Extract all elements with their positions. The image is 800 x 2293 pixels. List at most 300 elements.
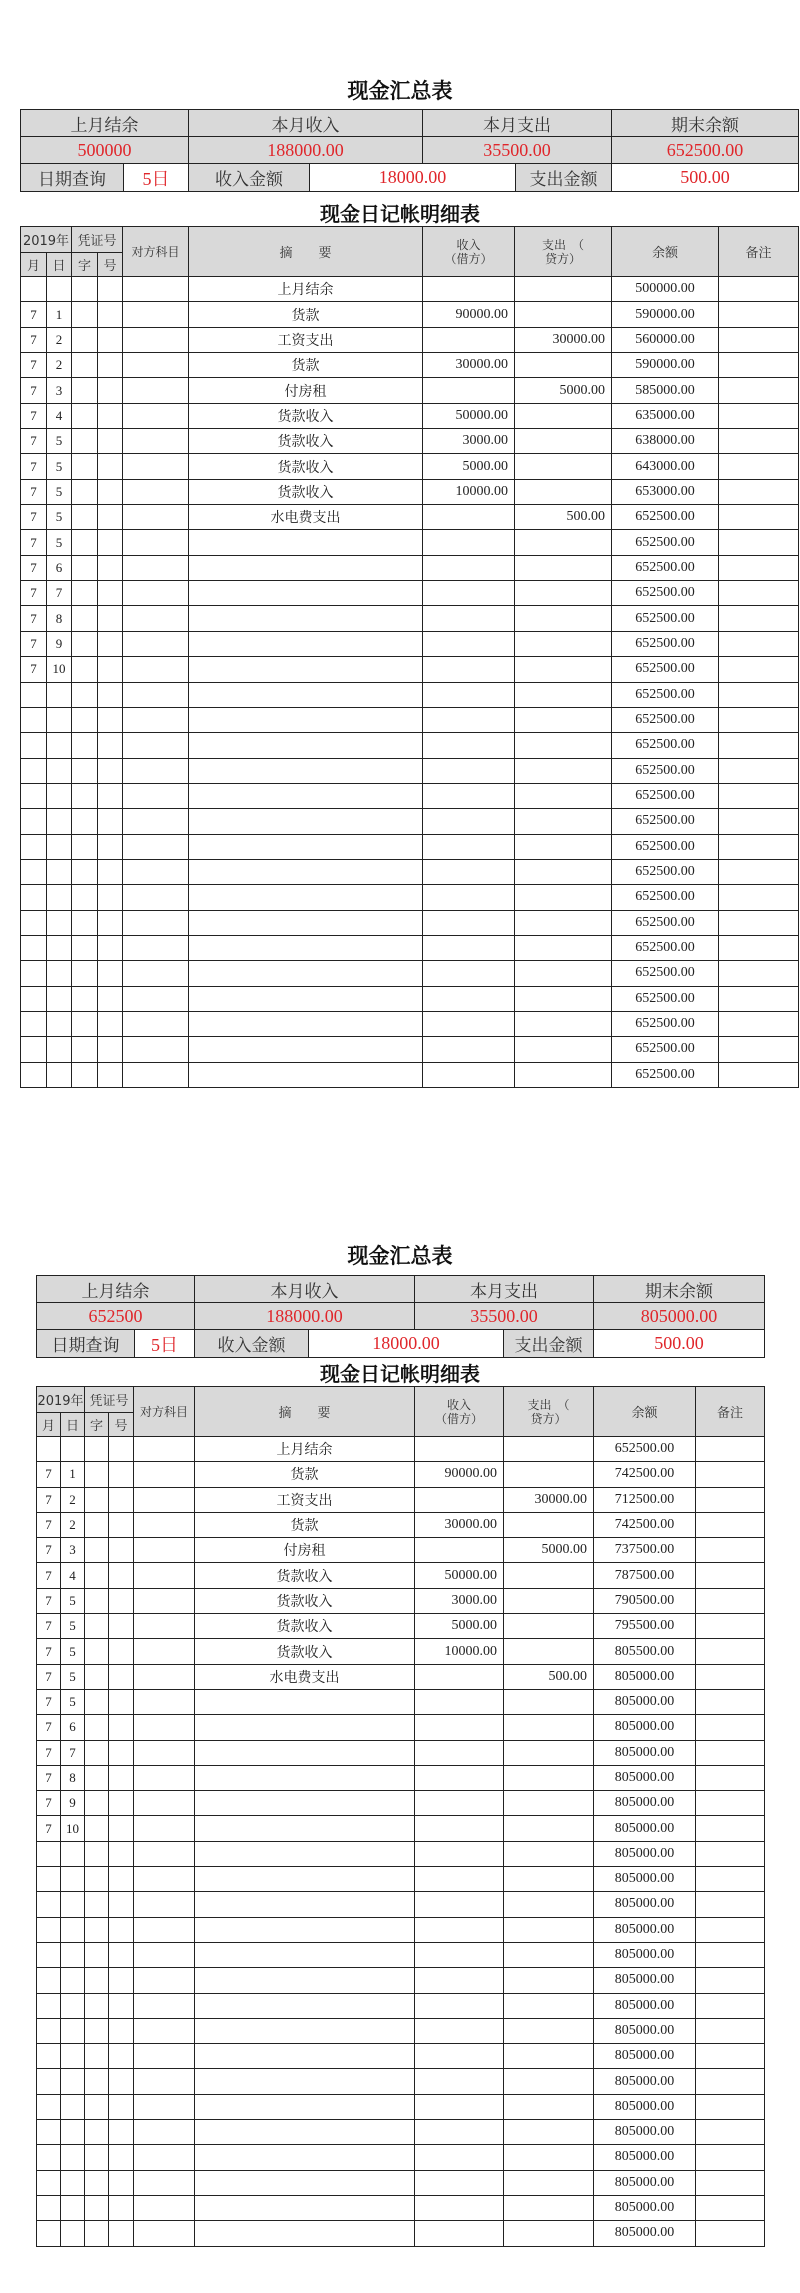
value-ending-balance[interactable]: 652500.00 bbox=[612, 137, 799, 164]
cell-balance[interactable]: 590000.00 bbox=[612, 353, 719, 378]
cell-note[interactable] bbox=[696, 1588, 765, 1613]
cell-note[interactable] bbox=[719, 733, 799, 758]
cell-account[interactable] bbox=[134, 1538, 195, 1563]
cell-expense[interactable] bbox=[504, 1437, 594, 1462]
cell-balance[interactable]: 805000.00 bbox=[594, 2069, 696, 2094]
cell-voucher-zi[interactable] bbox=[72, 809, 98, 834]
cell-note[interactable] bbox=[719, 885, 799, 910]
cell-income[interactable] bbox=[415, 1892, 504, 1917]
cell-summary[interactable]: 货款收入 bbox=[195, 1639, 415, 1664]
cell-month[interactable]: 7 bbox=[37, 1487, 61, 1512]
cell-income[interactable] bbox=[415, 2120, 504, 2145]
cell-income[interactable] bbox=[423, 961, 515, 986]
cell-summary[interactable] bbox=[195, 1993, 415, 2018]
cell-expense[interactable] bbox=[504, 2195, 594, 2220]
cell-summary[interactable]: 工资支出 bbox=[189, 327, 423, 352]
value-last-month-balance[interactable]: 652500 bbox=[37, 1303, 195, 1330]
expense-amount-value[interactable]: 500.00 bbox=[612, 164, 799, 192]
cell-month[interactable]: 7 bbox=[21, 606, 47, 631]
cell-balance[interactable]: 787500.00 bbox=[594, 1563, 696, 1588]
cell-account[interactable] bbox=[134, 1588, 195, 1613]
cell-income[interactable] bbox=[415, 2018, 504, 2043]
cell-balance[interactable]: 712500.00 bbox=[594, 1487, 696, 1512]
cell-note[interactable] bbox=[696, 1841, 765, 1866]
cell-voucher-hao[interactable] bbox=[109, 1437, 134, 1462]
cell-voucher-hao[interactable] bbox=[98, 327, 123, 352]
cell-month[interactable]: 7 bbox=[21, 479, 47, 504]
cell-voucher-hao[interactable] bbox=[109, 1538, 134, 1563]
cell-voucher-hao[interactable] bbox=[109, 1715, 134, 1740]
header-balance[interactable]: 余额 bbox=[612, 227, 719, 277]
cell-note[interactable] bbox=[696, 1740, 765, 1765]
cell-voucher-zi[interactable] bbox=[85, 1664, 109, 1689]
cell-note[interactable] bbox=[696, 1689, 765, 1714]
cell-voucher-hao[interactable] bbox=[98, 302, 123, 327]
cell-voucher-zi[interactable] bbox=[72, 961, 98, 986]
cell-day[interactable]: 9 bbox=[61, 1791, 85, 1816]
cell-summary[interactable] bbox=[189, 834, 423, 859]
cell-voucher-zi[interactable] bbox=[85, 1512, 109, 1537]
cell-day[interactable]: 2 bbox=[61, 1487, 85, 1512]
cell-summary[interactable] bbox=[195, 1917, 415, 1942]
cell-day[interactable] bbox=[61, 2195, 85, 2220]
cell-day[interactable]: 9 bbox=[47, 631, 72, 656]
cell-note[interactable] bbox=[696, 1917, 765, 1942]
cell-note[interactable] bbox=[719, 758, 799, 783]
cell-summary[interactable] bbox=[195, 1841, 415, 1866]
cell-voucher-zi[interactable] bbox=[85, 1867, 109, 1892]
header-expense[interactable]: 支出 （ 贷方） bbox=[515, 227, 612, 277]
cell-expense[interactable] bbox=[515, 783, 612, 808]
cell-account[interactable] bbox=[123, 631, 189, 656]
cell-balance[interactable]: 805000.00 bbox=[594, 2195, 696, 2220]
cell-expense[interactable] bbox=[515, 682, 612, 707]
cell-voucher-zi[interactable] bbox=[72, 834, 98, 859]
cell-summary[interactable] bbox=[189, 606, 423, 631]
cell-expense[interactable] bbox=[515, 961, 612, 986]
cell-voucher-hao[interactable] bbox=[109, 2120, 134, 2145]
cell-note[interactable] bbox=[719, 479, 799, 504]
cell-summary[interactable] bbox=[195, 1740, 415, 1765]
cell-day[interactable]: 5 bbox=[61, 1614, 85, 1639]
cell-balance[interactable]: 805000.00 bbox=[594, 1867, 696, 1892]
cell-income[interactable]: 90000.00 bbox=[415, 1462, 504, 1487]
cell-income[interactable]: 50000.00 bbox=[423, 403, 515, 428]
cell-summary[interactable]: 货款 bbox=[195, 1512, 415, 1537]
cell-day[interactable]: 5 bbox=[61, 1639, 85, 1664]
cell-expense[interactable]: 5000.00 bbox=[515, 378, 612, 403]
cell-voucher-hao[interactable] bbox=[98, 403, 123, 428]
cell-voucher-zi[interactable] bbox=[72, 682, 98, 707]
cell-month[interactable]: 7 bbox=[37, 1588, 61, 1613]
cell-balance[interactable]: 635000.00 bbox=[612, 403, 719, 428]
cell-month[interactable] bbox=[21, 859, 47, 884]
cell-voucher-zi[interactable] bbox=[72, 505, 98, 530]
cell-account[interactable] bbox=[134, 2221, 195, 2246]
cell-balance[interactable]: 652500.00 bbox=[612, 885, 719, 910]
cell-voucher-zi[interactable] bbox=[72, 935, 98, 960]
cell-voucher-zi[interactable] bbox=[72, 758, 98, 783]
cell-income[interactable] bbox=[423, 935, 515, 960]
cell-summary[interactable] bbox=[195, 1816, 415, 1841]
cell-voucher-zi[interactable] bbox=[85, 2221, 109, 2246]
cell-summary[interactable] bbox=[189, 986, 423, 1011]
cell-summary[interactable] bbox=[189, 859, 423, 884]
cell-account[interactable] bbox=[123, 429, 189, 454]
header-year[interactable]: 2019年 bbox=[21, 227, 72, 253]
cell-income[interactable] bbox=[423, 505, 515, 530]
cell-summary[interactable]: 货款 bbox=[195, 1462, 415, 1487]
cell-voucher-hao[interactable] bbox=[98, 479, 123, 504]
cell-voucher-zi[interactable] bbox=[85, 1968, 109, 1993]
cell-income[interactable] bbox=[423, 1062, 515, 1087]
cell-voucher-hao[interactable] bbox=[98, 505, 123, 530]
cell-expense[interactable] bbox=[515, 986, 612, 1011]
cell-month[interactable] bbox=[37, 2145, 61, 2170]
cell-voucher-zi[interactable] bbox=[85, 1487, 109, 1512]
cell-income[interactable]: 30000.00 bbox=[423, 353, 515, 378]
cell-balance[interactable]: 652500.00 bbox=[612, 783, 719, 808]
cell-day[interactable] bbox=[61, 1892, 85, 1917]
cell-income[interactable] bbox=[423, 859, 515, 884]
cell-summary[interactable] bbox=[189, 783, 423, 808]
cell-expense[interactable] bbox=[504, 1816, 594, 1841]
cell-income[interactable] bbox=[415, 1993, 504, 2018]
cell-expense[interactable] bbox=[515, 834, 612, 859]
cell-balance[interactable]: 805000.00 bbox=[594, 1993, 696, 2018]
cell-month[interactable]: 7 bbox=[37, 1791, 61, 1816]
cell-note[interactable] bbox=[696, 1816, 765, 1841]
cell-voucher-hao[interactable] bbox=[109, 1614, 134, 1639]
cell-month[interactable]: 7 bbox=[21, 505, 47, 530]
cell-account[interactable] bbox=[134, 1993, 195, 2018]
cell-note[interactable] bbox=[696, 1538, 765, 1563]
cell-expense[interactable] bbox=[515, 1062, 612, 1087]
cell-day[interactable] bbox=[47, 277, 72, 302]
cell-summary[interactable] bbox=[189, 961, 423, 986]
cell-month[interactable]: 7 bbox=[37, 1816, 61, 1841]
cell-note[interactable] bbox=[719, 986, 799, 1011]
cell-income[interactable] bbox=[423, 910, 515, 935]
cell-note[interactable] bbox=[696, 1715, 765, 1740]
cell-summary[interactable] bbox=[195, 2044, 415, 2069]
cell-day[interactable]: 4 bbox=[61, 1563, 85, 1588]
cell-voucher-hao[interactable] bbox=[109, 1512, 134, 1537]
cell-summary[interactable]: 上月结余 bbox=[189, 277, 423, 302]
cell-summary[interactable] bbox=[195, 2120, 415, 2145]
cell-voucher-zi[interactable] bbox=[85, 2195, 109, 2220]
cell-note[interactable] bbox=[696, 2094, 765, 2119]
cell-day[interactable] bbox=[61, 1917, 85, 1942]
cell-note[interactable] bbox=[696, 1487, 765, 1512]
header-zi[interactable]: 字 bbox=[72, 253, 98, 277]
cell-balance[interactable]: 805500.00 bbox=[594, 1639, 696, 1664]
cell-voucher-hao[interactable] bbox=[109, 2170, 134, 2195]
cell-account[interactable] bbox=[123, 378, 189, 403]
cell-voucher-hao[interactable] bbox=[109, 1765, 134, 1790]
cell-note[interactable] bbox=[719, 530, 799, 555]
cell-voucher-zi[interactable] bbox=[72, 429, 98, 454]
cell-balance[interactable]: 652500.00 bbox=[612, 631, 719, 656]
cell-note[interactable] bbox=[696, 1993, 765, 2018]
cell-voucher-hao[interactable] bbox=[109, 1993, 134, 2018]
cell-income[interactable] bbox=[415, 1538, 504, 1563]
cell-income[interactable]: 90000.00 bbox=[423, 302, 515, 327]
cell-voucher-zi[interactable] bbox=[85, 1588, 109, 1613]
cell-voucher-hao[interactable] bbox=[98, 631, 123, 656]
cell-account[interactable] bbox=[123, 454, 189, 479]
cell-balance[interactable]: 805000.00 bbox=[594, 1841, 696, 1866]
cell-voucher-zi[interactable] bbox=[85, 1689, 109, 1714]
cell-balance[interactable]: 652500.00 bbox=[612, 935, 719, 960]
cell-balance[interactable]: 500000.00 bbox=[612, 277, 719, 302]
value-last-month-balance[interactable]: 500000 bbox=[21, 137, 189, 164]
cell-voucher-zi[interactable] bbox=[85, 1942, 109, 1967]
cell-voucher-hao[interactable] bbox=[98, 733, 123, 758]
cell-month[interactable]: 7 bbox=[37, 1563, 61, 1588]
cell-day[interactable]: 2 bbox=[47, 353, 72, 378]
cell-income[interactable] bbox=[423, 1011, 515, 1036]
cell-day[interactable]: 5 bbox=[61, 1689, 85, 1714]
cell-month[interactable]: 7 bbox=[37, 1639, 61, 1664]
cell-voucher-hao[interactable] bbox=[98, 707, 123, 732]
cell-balance[interactable]: 652500.00 bbox=[612, 961, 719, 986]
cell-balance[interactable]: 652500.00 bbox=[612, 733, 719, 758]
cell-day[interactable] bbox=[47, 986, 72, 1011]
cell-account[interactable] bbox=[123, 505, 189, 530]
cell-expense[interactable] bbox=[515, 657, 612, 682]
cell-voucher-zi[interactable] bbox=[72, 277, 98, 302]
cell-income[interactable]: 50000.00 bbox=[415, 1563, 504, 1588]
cell-voucher-hao[interactable] bbox=[98, 657, 123, 682]
cell-day[interactable]: 5 bbox=[47, 454, 72, 479]
cell-day[interactable]: 10 bbox=[61, 1816, 85, 1841]
cell-account[interactable] bbox=[134, 1791, 195, 1816]
cell-voucher-zi[interactable] bbox=[72, 581, 98, 606]
cell-balance[interactable]: 805000.00 bbox=[594, 1791, 696, 1816]
cell-account[interactable] bbox=[123, 885, 189, 910]
income-amount-label[interactable]: 收入金额 bbox=[189, 164, 310, 192]
cell-day[interactable]: 1 bbox=[61, 1462, 85, 1487]
cell-balance[interactable]: 805000.00 bbox=[594, 1942, 696, 1967]
cell-summary[interactable]: 水电费支出 bbox=[189, 505, 423, 530]
cell-voucher-hao[interactable] bbox=[109, 1917, 134, 1942]
cell-voucher-zi[interactable] bbox=[85, 1462, 109, 1487]
cell-expense[interactable] bbox=[504, 1563, 594, 1588]
cell-account[interactable] bbox=[134, 1765, 195, 1790]
expense-amount-value[interactable]: 500.00 bbox=[594, 1330, 765, 1358]
cell-voucher-hao[interactable] bbox=[109, 1841, 134, 1866]
cell-note[interactable] bbox=[719, 910, 799, 935]
income-amount-label[interactable]: 收入金额 bbox=[195, 1330, 309, 1358]
cell-account[interactable] bbox=[123, 581, 189, 606]
cell-expense[interactable]: 30000.00 bbox=[515, 327, 612, 352]
cell-expense[interactable] bbox=[504, 2221, 594, 2246]
cell-summary[interactable] bbox=[189, 631, 423, 656]
cell-balance[interactable]: 742500.00 bbox=[594, 1512, 696, 1537]
cell-income[interactable] bbox=[415, 1664, 504, 1689]
cell-note[interactable] bbox=[719, 631, 799, 656]
cell-expense[interactable] bbox=[515, 859, 612, 884]
cell-voucher-hao[interactable] bbox=[109, 1816, 134, 1841]
cell-account[interactable] bbox=[134, 1942, 195, 1967]
cell-account[interactable] bbox=[123, 859, 189, 884]
cell-expense[interactable] bbox=[504, 1867, 594, 1892]
cell-expense[interactable] bbox=[504, 1892, 594, 1917]
cell-month[interactable]: 7 bbox=[37, 1740, 61, 1765]
cell-income[interactable] bbox=[415, 2170, 504, 2195]
cell-summary[interactable]: 货款收入 bbox=[195, 1588, 415, 1613]
cell-expense[interactable] bbox=[515, 555, 612, 580]
header-last-month-balance[interactable]: 上月结余 bbox=[37, 1276, 195, 1303]
cell-day[interactable]: 5 bbox=[61, 1588, 85, 1613]
cell-day[interactable] bbox=[61, 1993, 85, 2018]
cell-income[interactable] bbox=[423, 885, 515, 910]
cell-month[interactable] bbox=[37, 2170, 61, 2195]
cell-balance[interactable]: 805000.00 bbox=[594, 2094, 696, 2119]
cell-income[interactable] bbox=[423, 758, 515, 783]
header-hao[interactable]: 号 bbox=[98, 253, 123, 277]
cell-day[interactable] bbox=[61, 2221, 85, 2246]
cell-day[interactable] bbox=[61, 1968, 85, 1993]
cell-expense[interactable] bbox=[504, 1942, 594, 1967]
cell-income[interactable] bbox=[415, 1437, 504, 1462]
cell-note[interactable] bbox=[719, 353, 799, 378]
cell-account[interactable] bbox=[134, 1664, 195, 1689]
cell-balance[interactable]: 652500.00 bbox=[594, 1437, 696, 1462]
cell-income[interactable] bbox=[423, 986, 515, 1011]
cell-voucher-hao[interactable] bbox=[98, 859, 123, 884]
cell-day[interactable] bbox=[61, 2120, 85, 2145]
cell-day[interactable]: 5 bbox=[47, 505, 72, 530]
cell-note[interactable] bbox=[719, 783, 799, 808]
cell-balance[interactable]: 805000.00 bbox=[594, 2170, 696, 2195]
cell-note[interactable] bbox=[719, 1037, 799, 1062]
cell-summary[interactable] bbox=[189, 885, 423, 910]
cell-account[interactable] bbox=[123, 961, 189, 986]
cell-day[interactable]: 3 bbox=[47, 378, 72, 403]
cell-expense[interactable] bbox=[515, 707, 612, 732]
cell-expense[interactable]: 5000.00 bbox=[504, 1538, 594, 1563]
cell-balance[interactable]: 737500.00 bbox=[594, 1538, 696, 1563]
cell-account[interactable] bbox=[123, 353, 189, 378]
cell-voucher-hao[interactable] bbox=[98, 682, 123, 707]
cell-summary[interactable] bbox=[189, 758, 423, 783]
cell-balance[interactable]: 652500.00 bbox=[612, 859, 719, 884]
cell-balance[interactable]: 652500.00 bbox=[612, 606, 719, 631]
cell-income[interactable]: 10000.00 bbox=[423, 479, 515, 504]
cell-account[interactable] bbox=[134, 1512, 195, 1537]
cell-note[interactable] bbox=[696, 2120, 765, 2145]
cell-expense[interactable] bbox=[515, 733, 612, 758]
cell-month[interactable] bbox=[37, 2094, 61, 2119]
cell-note[interactable] bbox=[719, 403, 799, 428]
cell-income[interactable] bbox=[415, 2195, 504, 2220]
cell-month[interactable]: 7 bbox=[21, 581, 47, 606]
cell-voucher-zi[interactable] bbox=[85, 2069, 109, 2094]
cell-note[interactable] bbox=[719, 581, 799, 606]
cell-day[interactable] bbox=[47, 1011, 72, 1036]
cell-expense[interactable] bbox=[504, 1968, 594, 1993]
cell-voucher-zi[interactable] bbox=[72, 859, 98, 884]
cell-expense[interactable] bbox=[515, 581, 612, 606]
cell-month[interactable] bbox=[21, 961, 47, 986]
cell-voucher-zi[interactable] bbox=[85, 1791, 109, 1816]
cell-note[interactable] bbox=[696, 1664, 765, 1689]
cell-voucher-hao[interactable] bbox=[98, 986, 123, 1011]
cell-day[interactable] bbox=[47, 935, 72, 960]
cell-summary[interactable] bbox=[195, 2069, 415, 2094]
cell-note[interactable] bbox=[719, 277, 799, 302]
cell-income[interactable] bbox=[415, 1791, 504, 1816]
cell-summary[interactable]: 货款 bbox=[189, 302, 423, 327]
cell-voucher-hao[interactable] bbox=[98, 910, 123, 935]
cell-expense[interactable] bbox=[515, 429, 612, 454]
cell-month[interactable] bbox=[21, 783, 47, 808]
cell-income[interactable] bbox=[423, 277, 515, 302]
cell-summary[interactable]: 货款收入 bbox=[195, 1614, 415, 1639]
cell-expense[interactable] bbox=[504, 2018, 594, 2043]
cell-month[interactable] bbox=[21, 1037, 47, 1062]
cell-voucher-zi[interactable] bbox=[72, 657, 98, 682]
cell-day[interactable] bbox=[61, 2018, 85, 2043]
cell-summary[interactable]: 上月结余 bbox=[195, 1437, 415, 1462]
cell-balance[interactable]: 805000.00 bbox=[594, 1765, 696, 1790]
cell-voucher-zi[interactable] bbox=[85, 1993, 109, 2018]
cell-voucher-hao[interactable] bbox=[98, 606, 123, 631]
cell-voucher-zi[interactable] bbox=[85, 2018, 109, 2043]
cell-note[interactable] bbox=[696, 1765, 765, 1790]
header-day[interactable]: 日 bbox=[61, 1413, 85, 1437]
cell-month[interactable] bbox=[37, 1437, 61, 1462]
cell-summary[interactable]: 货款收入 bbox=[189, 429, 423, 454]
cell-balance[interactable]: 652500.00 bbox=[612, 986, 719, 1011]
cell-month[interactable] bbox=[37, 2069, 61, 2094]
cell-balance[interactable]: 560000.00 bbox=[612, 327, 719, 352]
cell-voucher-zi[interactable] bbox=[72, 403, 98, 428]
cell-note[interactable] bbox=[719, 657, 799, 682]
header-voucher[interactable]: 凭证号 bbox=[72, 227, 123, 253]
cell-voucher-hao[interactable] bbox=[98, 378, 123, 403]
cell-income[interactable] bbox=[415, 1917, 504, 1942]
cell-expense[interactable]: 500.00 bbox=[515, 505, 612, 530]
cell-day[interactable]: 6 bbox=[61, 1715, 85, 1740]
cell-balance[interactable]: 652500.00 bbox=[612, 581, 719, 606]
cell-account[interactable] bbox=[123, 1011, 189, 1036]
value-month-expense[interactable]: 35500.00 bbox=[415, 1303, 594, 1330]
cell-balance[interactable]: 742500.00 bbox=[594, 1462, 696, 1487]
cell-month[interactable] bbox=[21, 809, 47, 834]
header-month[interactable]: 月 bbox=[37, 1413, 61, 1437]
cell-day[interactable]: 4 bbox=[47, 403, 72, 428]
cell-note[interactable] bbox=[696, 2195, 765, 2220]
cell-month[interactable] bbox=[21, 834, 47, 859]
cell-summary[interactable]: 货款收入 bbox=[189, 403, 423, 428]
cell-account[interactable] bbox=[134, 1487, 195, 1512]
cell-note[interactable] bbox=[719, 327, 799, 352]
cell-balance[interactable]: 805000.00 bbox=[594, 1917, 696, 1942]
header-day[interactable]: 日 bbox=[47, 253, 72, 277]
cell-voucher-hao[interactable] bbox=[109, 2221, 134, 2246]
cell-income[interactable] bbox=[415, 1968, 504, 1993]
header-voucher[interactable]: 凭证号 bbox=[85, 1387, 134, 1413]
cell-day[interactable]: 5 bbox=[47, 429, 72, 454]
cell-summary[interactable] bbox=[195, 2170, 415, 2195]
cell-account[interactable] bbox=[123, 1062, 189, 1087]
cell-voucher-hao[interactable] bbox=[109, 2195, 134, 2220]
cell-account[interactable] bbox=[123, 733, 189, 758]
cell-account[interactable] bbox=[134, 1968, 195, 1993]
